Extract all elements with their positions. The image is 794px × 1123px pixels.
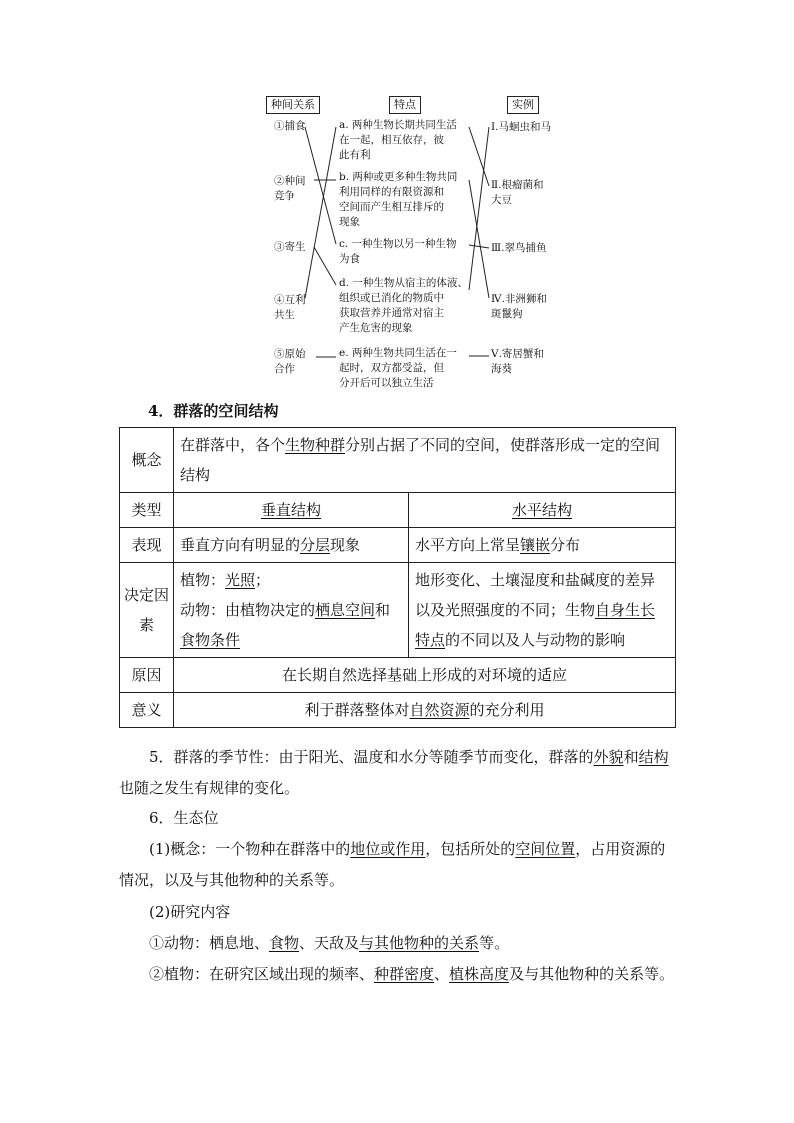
show-label: 表现 xyxy=(120,528,174,563)
reason-cell: 在长期自然选择基础上形成的对环境的适应 xyxy=(174,658,676,693)
s6-p3-pre: ①动物：栖息地、 xyxy=(149,934,270,952)
concept-underline: 生物种群 xyxy=(285,436,346,454)
section5-pre: 5．群落的季节性：由于阳光、温度和水分等随季节而变化，群落的 xyxy=(149,748,594,766)
feature-e: e. 两种生物共同生活在一 起时，双方都受益，但 分开后可以独立生活 xyxy=(339,347,457,389)
table-row xyxy=(120,563,676,658)
concept-pre: 在群落中，各个 xyxy=(180,436,286,454)
section6-concept xyxy=(119,834,676,896)
feature-c: c. 一种生物以另一种生物 为食 xyxy=(339,238,457,265)
vertical-structure: 垂直结构 xyxy=(260,501,321,519)
show-v-underline: 分层 xyxy=(300,536,331,554)
s6-p1-post: ，占用资源的情况，以及与其他物种的关系等。 xyxy=(119,840,666,889)
s6-p1-pre: (1)概念：一个物种在群落中的 xyxy=(149,840,351,858)
header-relation: 种间关系 xyxy=(266,96,320,114)
section5-underline-1: 外貌 xyxy=(593,748,624,766)
factor-animal-underline-1: 栖息空间 xyxy=(315,601,376,619)
section5-underline-2: 结构 xyxy=(638,748,669,766)
table-row xyxy=(120,528,676,563)
table-row xyxy=(120,658,676,693)
s6-p4-underline-1: 种群密度 xyxy=(374,965,435,983)
meaning-label: 意义 xyxy=(120,693,174,728)
s6-p3-mid: 、天敌及 xyxy=(299,934,360,952)
factor-vertical xyxy=(174,563,409,658)
factor-label: 决定因素 xyxy=(120,563,174,658)
horizontal-header xyxy=(409,493,676,528)
relationship-matching-diagram xyxy=(0,0,794,400)
relation-3: ③寄生 xyxy=(274,241,306,253)
reason-label: 原因 xyxy=(120,658,174,693)
relation-4: ④互利 共生 xyxy=(274,294,306,321)
section6-plant xyxy=(119,959,676,990)
factor-animal xyxy=(180,595,402,655)
concept-label: 概念 xyxy=(120,428,174,493)
s6-p4-underline-2: 植株高度 xyxy=(449,965,510,983)
s6-p3-underline-1: 食物 xyxy=(269,934,300,952)
s6-p4-pre: ②植物：在研究区域出现的频率、 xyxy=(149,965,375,983)
factor-animal-pre: 动物：由植物决定的 xyxy=(180,601,316,619)
meaning-underline: 自然资源 xyxy=(409,701,470,719)
s6-p1-mid: ，包括所处的 xyxy=(425,840,516,858)
concept-cell xyxy=(174,428,676,493)
factor-plant-pre: 植物： xyxy=(180,571,226,589)
horizontal-structure: 水平结构 xyxy=(511,501,572,519)
feature-d: d. 一种生物从宿主的体液、 组织或已消化的物质中 获取营养并通常对宿主 产生危害的现象 xyxy=(339,277,468,334)
spatial-structure-table xyxy=(119,427,676,728)
meaning-cell xyxy=(174,693,676,728)
show-horizontal xyxy=(409,528,676,563)
factor-animal-mid: 和 xyxy=(375,601,391,619)
factor-h-pre: 地形变化、土壤湿度和盐碱度的差异以及光照强度的不同；生物 xyxy=(415,571,656,619)
section6-animal xyxy=(119,928,676,959)
concept-post: 分别占据了不同的空间，使群落形成一定的空间结构 xyxy=(180,436,661,484)
vertical-header xyxy=(174,493,409,528)
s6-p3-underline-2: 与其他物种的关系 xyxy=(359,934,480,952)
show-vertical xyxy=(174,528,409,563)
feature-a: a. 两种生物长期共同生活 在一起，相互依存，彼 此有利 xyxy=(339,119,457,161)
show-h-underline: 镶嵌 xyxy=(520,536,551,554)
show-v-post: 现象 xyxy=(330,536,361,554)
s6-p3-post: 等。 xyxy=(479,934,510,952)
example-4: Ⅳ.非洲狮和 斑鬣狗 xyxy=(491,293,547,320)
example-5: Ⅴ.寄居蟹和 海葵 xyxy=(491,348,544,375)
example-2: Ⅱ.根瘤菌和 大豆 xyxy=(491,179,544,206)
type-label: 类型 xyxy=(120,493,174,528)
s6-p4-mid: 、 xyxy=(434,965,450,983)
factor-plant xyxy=(180,565,402,595)
show-h-pre: 水平方向上常呈 xyxy=(415,536,521,554)
example-1: Ⅰ.马蛔虫和马 xyxy=(491,121,551,133)
s6-p4-post: 及与其他物种的关系等。 xyxy=(509,965,675,983)
section5-mid: 和 xyxy=(623,748,639,766)
section6-research: (2)研究内容 xyxy=(149,903,231,921)
factor-plant-underline: 光照 xyxy=(225,571,256,589)
header-example: 实例 xyxy=(507,96,539,114)
section4-title: 4．群落的空间结构 xyxy=(148,402,279,420)
relation-2: ②种间 竞争 xyxy=(274,175,306,202)
section6-title: 6．生态位 xyxy=(149,809,219,827)
show-h-post: 分布 xyxy=(550,536,581,554)
table-row xyxy=(120,493,676,528)
table-row xyxy=(120,693,676,728)
meaning-pre: 利于群落整体对 xyxy=(304,701,410,719)
relation-1: ①捕食 xyxy=(274,120,306,132)
factor-plant-post: ； xyxy=(255,571,271,589)
factor-h-underline: 自身生长特点 xyxy=(415,601,656,649)
section5-paragraph xyxy=(119,742,676,804)
section5-post: 也随之发生有规律的变化。 xyxy=(119,779,300,797)
example-3: Ⅲ.翠鸟捕鱼 xyxy=(491,242,547,254)
table-row xyxy=(120,428,676,493)
show-v-pre: 垂直方向有明显的 xyxy=(180,536,301,554)
s6-p1-underline-1: 地位或作用 xyxy=(350,840,426,858)
feature-b: b. 两种或更多种生物共同 利用同样的有限资源和 空间而产生相互排斥的 现象 xyxy=(339,171,458,228)
factor-animal-underline-2: 食物条件 xyxy=(180,631,241,649)
factor-horizontal xyxy=(409,563,676,658)
factor-h-post: 的不同以及人与动物的影响 xyxy=(445,631,626,649)
header-feature: 特点 xyxy=(389,96,421,114)
relation-5: ⑤原始 合作 xyxy=(274,348,306,375)
meaning-post: 的充分利用 xyxy=(469,701,545,719)
s6-p1-underline-2: 空间位置 xyxy=(515,840,576,858)
